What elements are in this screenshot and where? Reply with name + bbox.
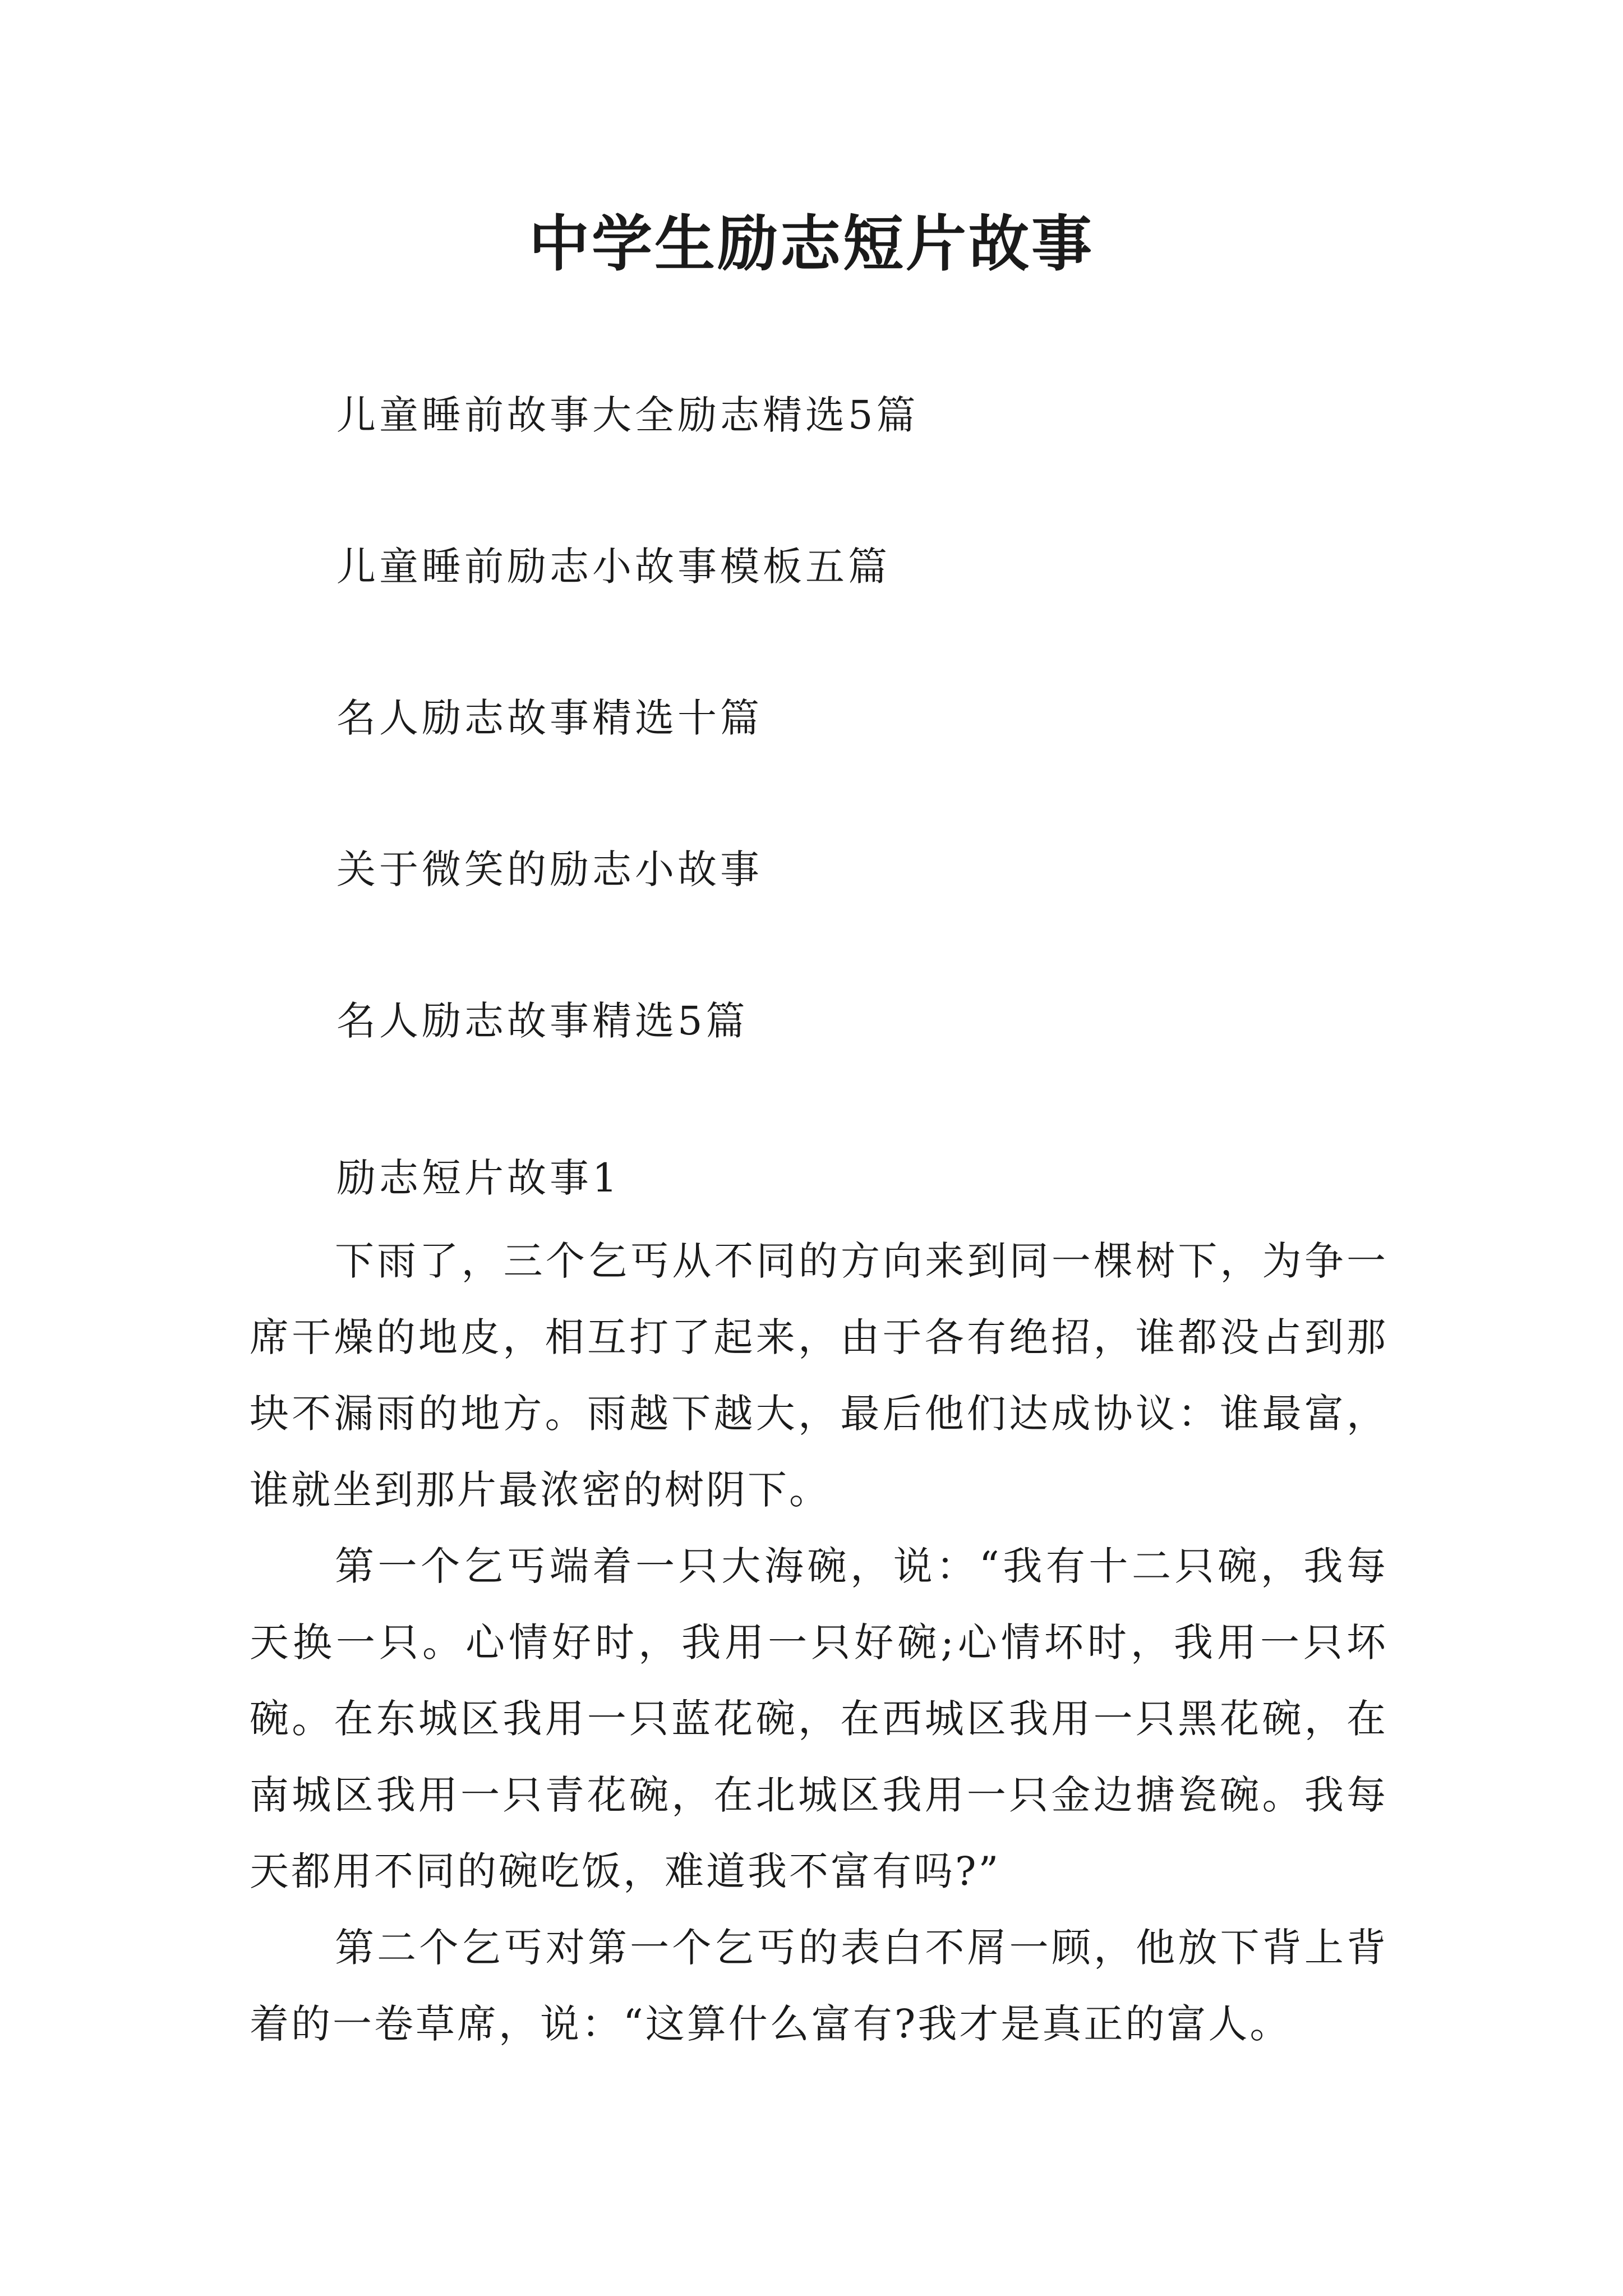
section-heading: 励志短片故事1 <box>336 1155 621 1201</box>
related-link-4[interactable]: 关于微笑的励志小故事 <box>336 846 763 892</box>
related-link-2[interactable]: 儿童睡前励志小故事模板五篇 <box>336 544 891 590</box>
related-link-1[interactable]: 儿童睡前故事大全励志精选5篇 <box>336 392 919 438</box>
story-paragraph: 第一个乞丐端着一只大海碗，说：“我有十二只碗，我每天换一只。心情好时，我用一只好碗;心情坏时，我用一只坏碗。在东城区我用一只蓝花碗，在西城区我用一只黑花碗，在南城区我用一只青花碗，在北城区我用一只金边搪瓷碗。我每天都用不同的碗吃饭，难道我不富有吗?” <box>250 1543 1388 1894</box>
story-paragraph: 下雨了，三个乞丐从不同的方向来到同一棵树下，为争一席干燥的地皮，相互打了起来，由于各有绝招，谁都没占到那块不漏雨的地方。雨越下越大，最后他们达成协议：谁最富，谁就坐到那片最浓密的树阴下。 <box>250 1238 1388 1513</box>
story-body <box>250 1223 1388 2062</box>
related-link-3[interactable]: 名人励志故事精选十篇 <box>336 695 763 741</box>
story-paragraph: 第二个乞丐对第一个乞丐的表白不屑一顾，他放下背上背着的一卷草席，说：“这算什么富有?我才是真正的富人。 <box>250 1925 1388 2047</box>
related-link-5[interactable]: 名人励志故事精选5篇 <box>336 998 749 1044</box>
document-title: 中学生励志短片故事 <box>528 209 1094 279</box>
